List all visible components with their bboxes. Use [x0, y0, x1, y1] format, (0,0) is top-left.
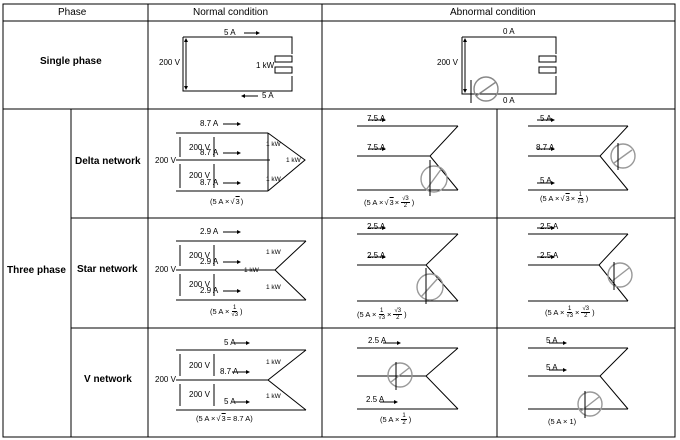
- current-label: 2.5 A: [367, 222, 386, 231]
- breaker-symbol: [421, 160, 447, 196]
- current-label: 5 A: [546, 336, 558, 345]
- breaker-symbol: [608, 262, 632, 290]
- formula: (5 A × √ 3 ): [210, 197, 244, 206]
- voltage-label: 200 V: [189, 390, 210, 399]
- formula-prefix: (5 A ×: [210, 307, 230, 316]
- voltage-label: 200 V: [155, 156, 176, 165]
- single-normal-circuit: [183, 33, 292, 96]
- current-label: 7.5 A: [367, 114, 386, 123]
- formula: (5 A × √ 3 × $\frac{1}{√3}$ ): [540, 192, 589, 205]
- formula-prefix: (5 A ×: [196, 414, 216, 423]
- voltage-label: 200 V: [189, 171, 210, 180]
- formula-suffix: ): [404, 310, 407, 319]
- current-label: 2.5 A: [540, 251, 559, 260]
- current-label: 2.9 A: [200, 257, 219, 266]
- voltage-label: 200 V: [155, 375, 176, 384]
- current-label: 7.5 A: [367, 143, 386, 152]
- row-label-three: Three phase: [7, 265, 66, 276]
- load-label: 1 kW: [266, 249, 281, 256]
- load-label: 1 kW: [266, 359, 281, 366]
- formula-root: 3: [221, 414, 226, 423]
- current-label: 5 A: [546, 363, 558, 372]
- load-label: 1 kW: [266, 393, 281, 400]
- current-label: 0 A: [503, 96, 515, 105]
- single-abnormal-circuit: [462, 37, 556, 94]
- formula-times: ×: [570, 194, 576, 203]
- current-label: 5 A: [224, 338, 236, 347]
- v-normal-diagram: [176, 343, 306, 410]
- current-label: 5 A: [540, 114, 552, 123]
- voltage-label: 200 V: [189, 280, 210, 289]
- formula-suffix: ): [585, 194, 589, 203]
- formula-suffix: ): [240, 197, 244, 206]
- formula-denominator: 2: [584, 313, 588, 319]
- formula-denominator: √3: [378, 315, 386, 321]
- formula-numerator: 1: [568, 306, 572, 312]
- current-label: 5 A: [224, 28, 236, 37]
- formula: (5 A × √ 3 × $\frac{√3}{2}$ ): [364, 196, 415, 209]
- current-label: 8.7 A: [200, 178, 219, 187]
- voltage-label: 200 V: [189, 251, 210, 260]
- formula-denominator: √3: [577, 199, 584, 205]
- current-label: 2.9 A: [200, 227, 219, 236]
- current-label: 2.5 A: [367, 251, 386, 260]
- current-label: 2.5 A: [366, 395, 385, 404]
- breaker-symbol: [611, 143, 635, 170]
- formula-prefix: (5 A ×: [380, 415, 400, 424]
- header-abnormal: Abnormal condition: [450, 7, 536, 18]
- formula-root: 3: [235, 197, 240, 206]
- voltage-label: 200 V: [155, 265, 176, 274]
- voltage-label: 200 V: [189, 361, 210, 370]
- load-label: 1 kW: [266, 141, 281, 148]
- formula-prefix: (5 A ×: [545, 308, 565, 317]
- current-label: 2.5 A: [368, 336, 387, 345]
- formula-numerator: 1: [578, 192, 583, 198]
- row-label-delta: Delta network: [75, 156, 141, 167]
- breaker-symbol: [578, 391, 602, 418]
- formula-times: ×: [387, 310, 392, 319]
- formula: [210, 305, 243, 318]
- formula-numerator: √3: [582, 306, 590, 312]
- formula: [545, 306, 595, 319]
- delta-abnormal1-diagram: [357, 120, 458, 190]
- formula-suffix: ): [411, 198, 415, 207]
- formula-root: 3: [565, 194, 570, 203]
- current-label: 5 A: [224, 397, 236, 406]
- row-label-v: V network: [84, 374, 132, 385]
- current-label: 2.5 A: [540, 222, 559, 231]
- current-label: 8.7 A: [200, 119, 219, 128]
- current-label: 5 A: [540, 176, 552, 185]
- formula-root: 3: [389, 198, 394, 207]
- star-normal-diagram: [176, 232, 306, 300]
- voltage-label: 200 V: [189, 143, 210, 152]
- formula-denominator: √3: [566, 313, 574, 319]
- formula-numerator: 1: [402, 413, 406, 419]
- current-label: 8.7 A: [220, 367, 239, 376]
- current-label: 2.9 A: [200, 286, 219, 295]
- breaker-symbol: [417, 268, 443, 304]
- row-label-single: Single phase: [40, 56, 102, 67]
- formula-suffix: ): [240, 307, 243, 316]
- current-label: 8.7 A: [536, 143, 555, 152]
- header-phase: Phase: [58, 7, 87, 18]
- formula-denominator: 2: [403, 203, 408, 209]
- formula-numerator: 1: [380, 308, 384, 314]
- formula-prefix: (5 A ×: [540, 194, 560, 203]
- formula-numerator: √3: [402, 196, 409, 202]
- voltage-label: 200 V: [437, 58, 458, 67]
- current-label: 5 A: [262, 91, 274, 100]
- load-label: 1 kW: [286, 157, 301, 164]
- formula: [357, 308, 407, 321]
- table-border: [3, 4, 675, 437]
- formula-prefix: (5 A ×: [364, 198, 384, 207]
- formula-times: ×: [394, 198, 400, 207]
- load-label: 1 kW: [244, 267, 259, 274]
- formula-suffix: ): [408, 415, 412, 424]
- formula: [380, 413, 411, 426]
- formula-prefix: (5 A ×: [210, 197, 230, 206]
- header-normal: Normal condition: [193, 7, 269, 18]
- formula-numerator: 1: [233, 305, 237, 311]
- formula-denominator: √3: [231, 312, 239, 318]
- row-label-star: Star network: [77, 264, 138, 275]
- formula: (5 A × √ 3 = 8.7 A): [196, 414, 253, 423]
- load-label: 1 kW: [256, 61, 275, 70]
- formula-times: ×: [575, 308, 580, 317]
- voltage-label: 200 V: [159, 58, 180, 67]
- formula: (5 A × 1): [548, 417, 577, 426]
- formula-suffix: ): [592, 308, 595, 317]
- breaker-symbol: [471, 77, 498, 103]
- formula-prefix: (5 A ×: [357, 310, 377, 319]
- formula-suffix: = 8.7 A): [226, 414, 253, 423]
- v-abnormal2-diagram: [528, 343, 628, 409]
- formula-denominator: 2: [396, 315, 400, 321]
- current-label: 8.7 A: [200, 148, 219, 157]
- formula-denominator: 2: [402, 420, 406, 426]
- formula-numerator: √3: [394, 308, 402, 314]
- load-label: 1 kW: [266, 284, 281, 291]
- load-label: 1 kW: [266, 176, 281, 183]
- current-label: 0 A: [503, 27, 515, 36]
